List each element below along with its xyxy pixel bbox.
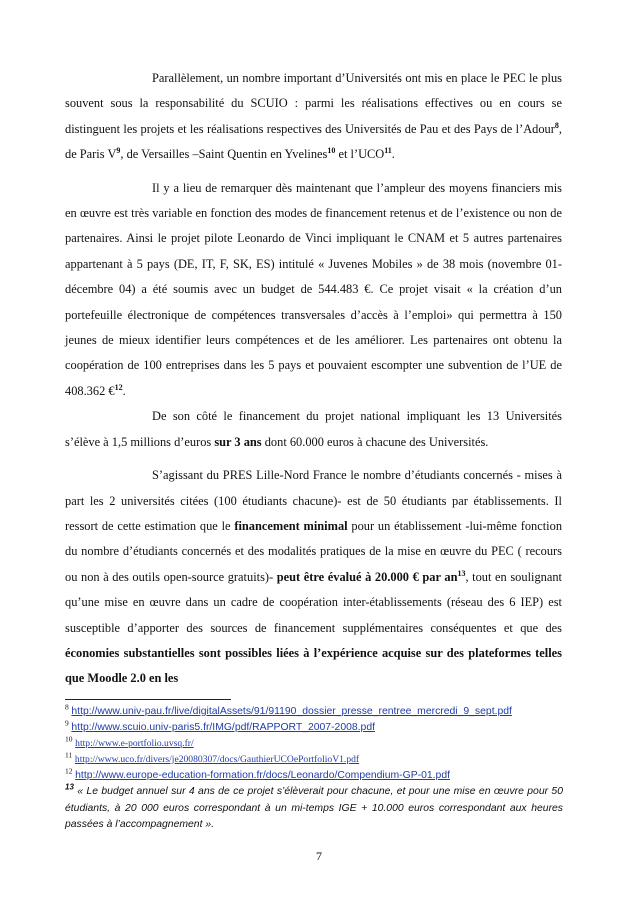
footnote-11: $^{11}$ http://www.uco.fr/divers/je20080307/docs/GauthierUCOePortfolioV1.pdf: [65, 750, 360, 765]
footnote-separator: [65, 699, 231, 700]
footnote-ref-10[interactable]: 10: [327, 146, 336, 156]
footnote-link[interactable]: http://www.europe-education-formation.fr/docs/Leonardo/Compendium-GP-01.pdf: [75, 770, 450, 781]
paragraph-universities: Parallèlement, un nombre important d’Universités ont mis en place le PEC le plus souvent sous la responsabilité du SCUIO : parmi les réalisations effectives ou en cours se distinguent les projets et les réalisations respectives des Universités de Pau et des Pays de l’Adour$^8$, de Paris $V^9$, de Versailles –Saint Quentin en Yvelines$^{10}$ et l’UCO$^{11}$.: [65, 71, 562, 162]
footnote-9: $^9$ http://www.scuio.univ-paris5.fr/IMG/pdf/RAPPORT_2007-2008.pdf: [65, 718, 375, 733]
paragraph-funding: Il y a lieu de remarquer dès maintenant que l’ampleur des moyens financiers mis en œuvre est très variable en fonction des modes de financement retenus et de l’existence ou non de partenaires. Ainsi le projet pilote Leonardo de Vinci impliquant le CNAM et 5 autres partenaires appartenant à 5 pays (DE, IT, F, SK, ES) intitulé « Juvenes Mobiles » de 38 mois (novembre 01- décembre 04) a été soumis avec un budget de 544.483 €. Ce projet visait « la création d’un portefeuille électronique de compétences transversales d’accès à l’emploi» qui permettra à 150 jeunes de mieux identifier leurs compétences et de les améliorer. Les partenaires ont obtenu la coopération de 100 entreprises dans les 5 pays et pouvaient escompter une subvention de l’UE de 408.362 €$^{12}$.: [65, 180, 562, 398]
footnote-link[interactable]: http://www.uco.fr/divers/je20080307/docs/GauthierUCOePortfolioV1.pdf: [74, 754, 360, 765]
footnote-12: $^{12}$ http://www.europe-education-formation.fr/docs/Leonardo/Compendium-GP-01.pdf: [65, 766, 450, 781]
paragraph-pres: S’agissant du PRES Lille-Nord France le nombre d’étudiants concernés - mises à part les 2 universités citées (100 étudiants chacune)- est de 50 étudiants par établissements. Il ressort de cette estimation que le financement minimal pour un établissement -lui-même fonction du nombre d’étudiants concernés et des modalités pratiques de la mise en œuvre du PEC ( recours ou non à des outils open-source gratuits)- peut être évalué à 20.000 € par $an^{13}$, tout en soulignant qu’une mise en œuvre dans un cadre de coopération inter-établissements (réseau des 6 IEP) est susceptible d’apporter des sources de financement supplémentaires conséquentes et que des économies substantielles sont possibles liées à l’expérience acquise sur des plateformes telles que Moodle 2.0 en les: [65, 468, 563, 686]
footnote-ref-11[interactable]: 11: [384, 146, 392, 156]
footnote-8: $^8$ http://www.univ-pau.fr/live/digitalAssets/91/91190_dossier_presse_rentree_mercredi_9_sept.pdf: [65, 702, 512, 717]
footnote-ref-12[interactable]: 12: [114, 382, 123, 392]
body-text: [65, 66, 562, 692]
footnote-ref-9[interactable]: 9: [116, 146, 121, 156]
footnote-10: $^{10}$ http://www.e-portfolio.uvsq.fr/: [65, 734, 194, 749]
footnote-ref-8[interactable]: 8: [554, 120, 559, 130]
footnote-link[interactable]: http://www.scuio.univ-paris5.fr/IMG/pdf/RAPPORT_2007-2008.pdf: [71, 722, 375, 733]
footnote-ref-13[interactable]: 13: [457, 568, 466, 578]
footnote-link[interactable]: http://www.univ-pau.fr/live/digitalAssets/91/91190_dossier_presse_rentree_mercredi_9_sept.pdf: [71, 706, 512, 717]
footnotes: [65, 704, 563, 834]
page-number: 7: [316, 849, 322, 863]
paragraph-national-project: De son côté le financement du projet national impliquant les 13 Universités s’élève à 1,5 millions d’euros sur 3 ans dont 60.000 euros à chacune des Universités.: [65, 409, 562, 449]
footnote-link[interactable]: http://www.e-portfolio.uvsq.fr/: [75, 738, 194, 749]
footnote-13: $^{13}$ « Le budget annuel sur 4 ans de ce projet s’élèverait pour chacune, et pour une mise en œuvre pour 50 étudiants, à 20 000 euros correspondant à un mi-temps IGE + 10.000 euros correspondant aux heures passées à l’accompagnement ».: [65, 782, 563, 830]
